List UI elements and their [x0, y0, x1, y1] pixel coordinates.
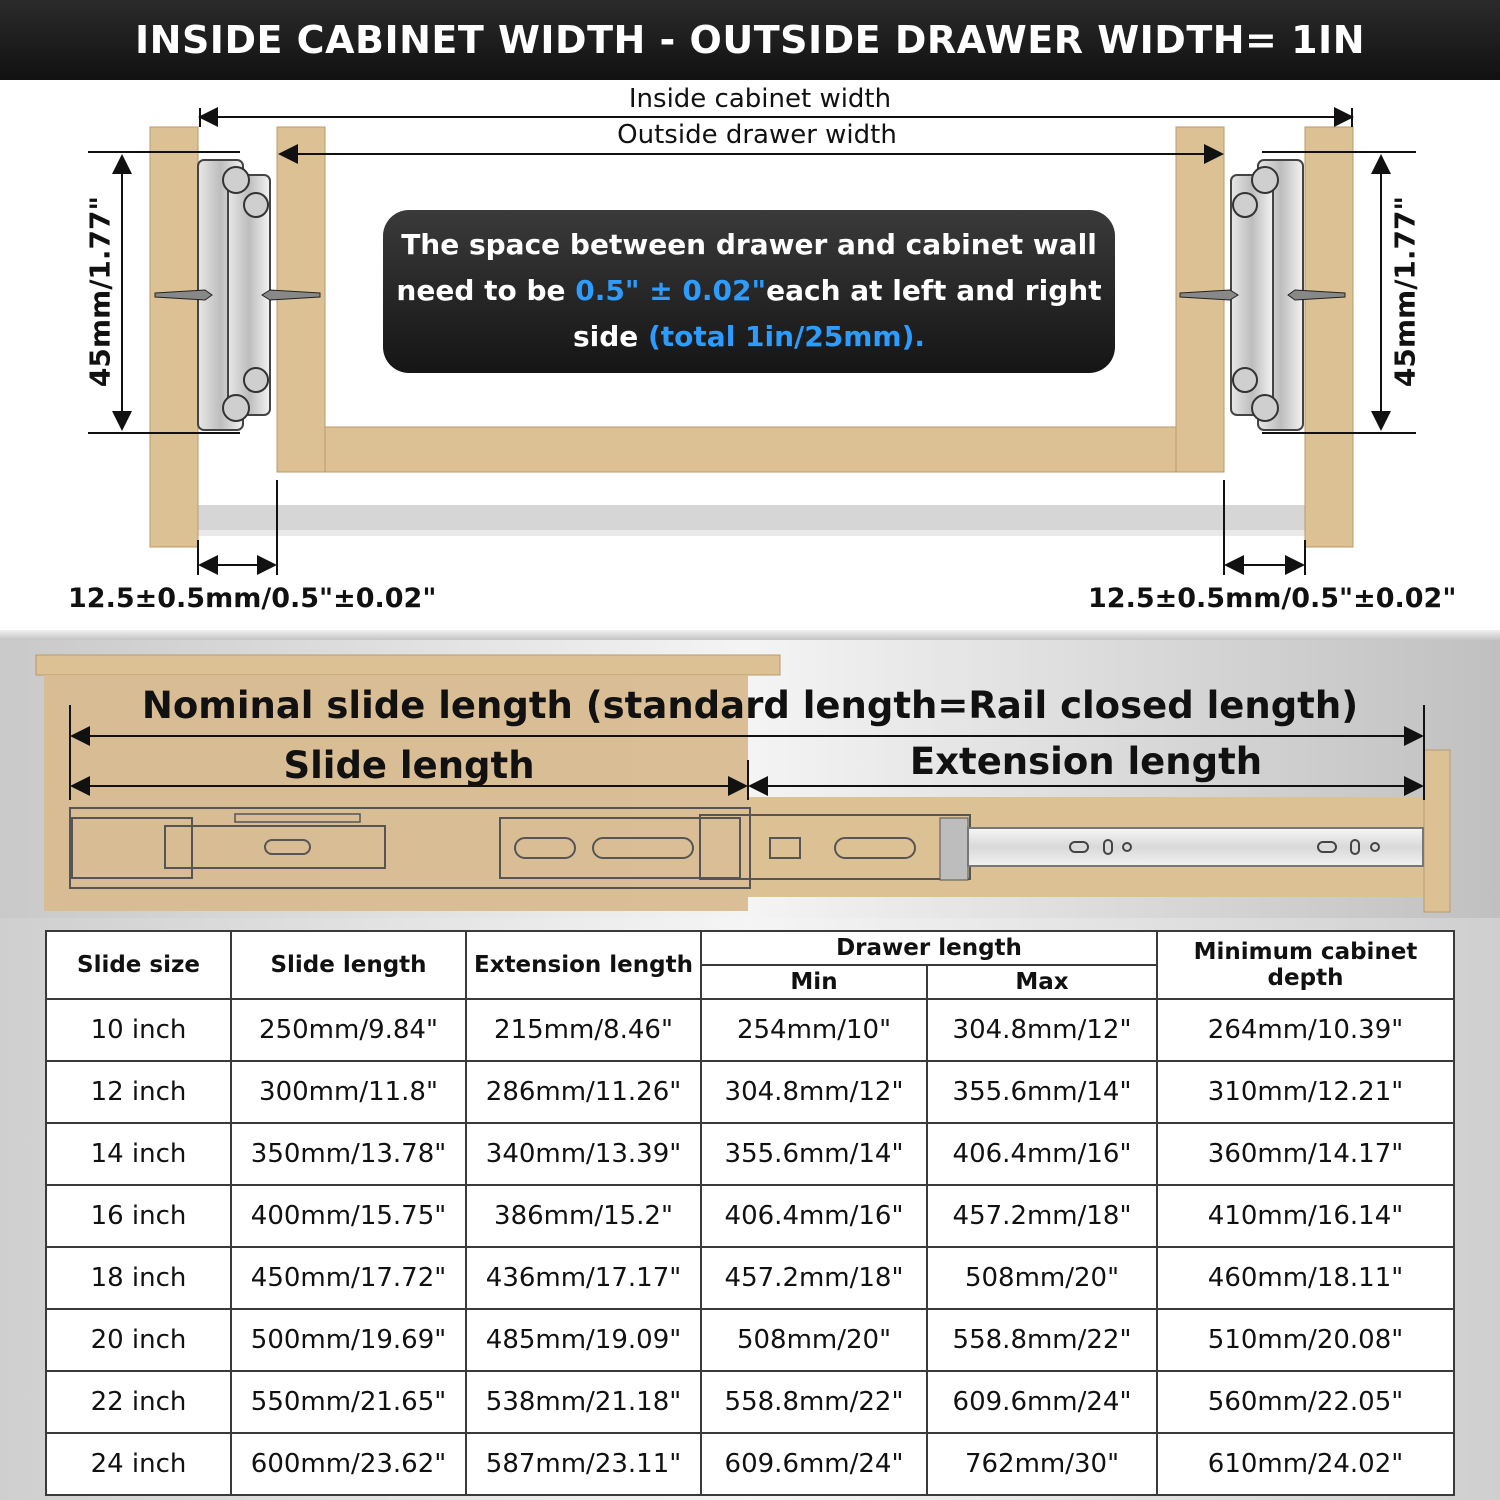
cell-drawer-max: 558.8mm/22" — [927, 1309, 1157, 1371]
cell-drawer-max: 355.6mm/14" — [927, 1061, 1157, 1123]
header-slide-size: Slide size — [46, 931, 231, 999]
cell-min-cabinet-depth: 310mm/12.21" — [1157, 1061, 1454, 1123]
header-min-cabinet-depth: Minimum cabinet depth — [1157, 931, 1454, 999]
left-cabinet-wall — [150, 127, 198, 547]
cell-extension-length: 215mm/8.46" — [466, 999, 701, 1061]
left-tolerance-label: 12.5±0.5mm/0.5"±0.02" — [68, 583, 437, 614]
header-extension-length: Extension length — [466, 931, 701, 999]
cell-drawer-min: 355.6mm/14" — [701, 1123, 927, 1185]
header-max: Max — [927, 965, 1157, 999]
table-row — [46, 999, 1454, 1061]
cell-drawer-min: 406.4mm/16" — [701, 1185, 927, 1247]
cell-min-cabinet-depth: 360mm/14.17" — [1157, 1123, 1454, 1185]
extension-length-label: Extension length — [909, 740, 1263, 783]
outside-drawer-width-label: Outside drawer width — [617, 120, 897, 150]
nominal-slide-length-title: Nominal slide length (standard length=Rail closed length) — [141, 684, 1359, 727]
cell-extension-length: 587mm/23.11" — [466, 1433, 701, 1495]
cell-slide-size: 14 inch — [46, 1123, 231, 1185]
inside-cabinet-width-label: Inside cabinet width — [628, 84, 892, 114]
cell-min-cabinet-depth: 510mm/20.08" — [1157, 1309, 1454, 1371]
header-drawer-length: Drawer length — [701, 931, 1157, 965]
cell-slide-length: 600mm/23.62" — [231, 1433, 466, 1495]
cell-slide-size: 22 inch — [46, 1371, 231, 1433]
callout-line-2: need to be 0.5" ± 0.02"each at left and right — [396, 274, 1102, 307]
cell-slide-size: 16 inch — [46, 1185, 231, 1247]
table-row — [46, 1433, 1454, 1495]
cell-slide-length: 250mm/9.84" — [231, 999, 466, 1061]
cell-extension-length: 340mm/13.39" — [466, 1123, 701, 1185]
table-row — [46, 1371, 1454, 1433]
cell-drawer-max: 508mm/20" — [927, 1247, 1157, 1309]
cell-drawer-max: 304.8mm/12" — [927, 999, 1157, 1061]
cell-slide-length: 300mm/11.8" — [231, 1061, 466, 1123]
right-cabinet-wall — [1305, 127, 1353, 547]
header-slide-length: Slide length — [231, 931, 466, 999]
cell-extension-length: 386mm/15.2" — [466, 1185, 701, 1247]
cell-slide-size: 20 inch — [46, 1309, 231, 1371]
table-row — [46, 1123, 1454, 1185]
left-height-label: 45mm/1.77" — [83, 195, 117, 388]
cell-drawer-max: 406.4mm/16" — [927, 1123, 1157, 1185]
header-min: Min — [701, 965, 927, 999]
slide-length-label: Slide length — [283, 744, 535, 787]
cell-min-cabinet-depth: 410mm/16.14" — [1157, 1185, 1454, 1247]
cell-drawer-min: 457.2mm/18" — [701, 1247, 927, 1309]
cell-slide-size: 12 inch — [46, 1061, 231, 1123]
table-row — [46, 1309, 1454, 1371]
cell-drawer-max: 762mm/30" — [927, 1433, 1157, 1495]
cell-slide-size: 10 inch — [46, 999, 231, 1061]
cell-min-cabinet-depth: 460mm/18.11" — [1157, 1247, 1454, 1309]
right-height-label: 45mm/1.77" — [1388, 195, 1422, 388]
callout-line-1: The space between drawer and cabinet wall — [401, 228, 1097, 261]
cell-min-cabinet-depth: 264mm/10.39" — [1157, 999, 1454, 1061]
cell-extension-length: 485mm/19.09" — [466, 1309, 701, 1371]
table-row — [46, 1061, 1454, 1123]
banner-title: INSIDE CABINET WIDTH - OUTSIDE DRAWER WIDTH= 1IN — [135, 18, 1365, 62]
cell-slide-length: 550mm/21.65" — [231, 1371, 466, 1433]
callout-line-3: side (total 1in/25mm). — [572, 320, 926, 353]
table-row — [46, 1247, 1454, 1309]
cell-drawer-max: 609.6mm/24" — [927, 1371, 1157, 1433]
cell-drawer-min: 508mm/20" — [701, 1309, 927, 1371]
spacing-callout — [383, 210, 1115, 373]
cell-slide-size: 18 inch — [46, 1247, 231, 1309]
cell-drawer-min: 558.8mm/22" — [701, 1371, 927, 1433]
cell-drawer-min: 254mm/10" — [701, 999, 927, 1061]
cell-extension-length: 286mm/11.26" — [466, 1061, 701, 1123]
cell-slide-length: 400mm/15.75" — [231, 1185, 466, 1247]
cell-slide-length: 450mm/17.72" — [231, 1247, 466, 1309]
table-row — [46, 1185, 1454, 1247]
drawer-bottom — [325, 427, 1176, 472]
cell-slide-size: 24 inch — [46, 1433, 231, 1495]
cabinet-side-panel — [36, 655, 780, 675]
cell-slide-length: 350mm/13.78" — [231, 1123, 466, 1185]
slide-spec-table — [45, 930, 1455, 1496]
cell-drawer-max: 457.2mm/18" — [927, 1185, 1157, 1247]
cell-min-cabinet-depth: 610mm/24.02" — [1157, 1433, 1454, 1495]
cell-slide-length: 500mm/19.69" — [231, 1309, 466, 1371]
cell-drawer-min: 609.6mm/24" — [701, 1433, 927, 1495]
cell-extension-length: 538mm/21.18" — [466, 1371, 701, 1433]
right-tolerance-label: 12.5±0.5mm/0.5"±0.02" — [1088, 583, 1457, 614]
cell-extension-length: 436mm/17.17" — [466, 1247, 701, 1309]
header-banner — [0, 0, 1500, 80]
cell-drawer-min: 304.8mm/12" — [701, 1061, 927, 1123]
cell-min-cabinet-depth: 560mm/22.05" — [1157, 1371, 1454, 1433]
